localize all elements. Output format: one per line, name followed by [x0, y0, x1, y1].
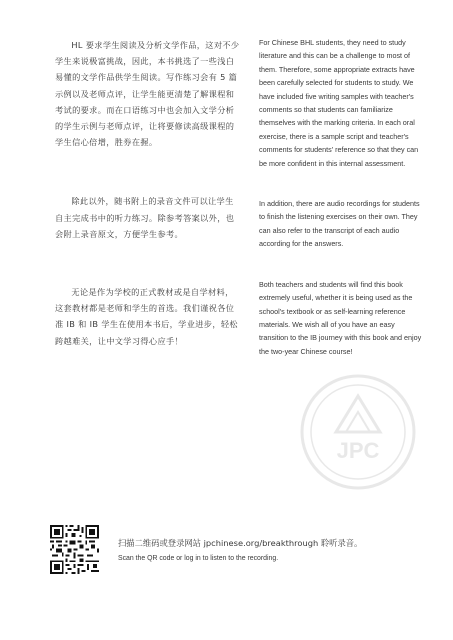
chinese-paragraph-2: 除此以外，随书附上的录音文件可以让学生自主完成书中的听力练习。除参考答案以外，也会附上录音原文，方便学生参考。: [55, 196, 235, 239]
english-paragraph-2: In addition, there are audio recordings for students to finish the listening exercises on their own. They can also refer to the transcript of each audio according for the answers.: [259, 199, 420, 249]
qr-instruction-chinese: 扫描二维码或登录网站 jpchinese.org/breakthrough 聆听录音。: [118, 538, 363, 548]
english-paragraph-3: Both teachers and students will find this book extremely useful, whether it is being used as the school's textbook or as self-learning reference materials. We wish all of you have an easy transition to the IB journey with this book and enjoy the two-year Chinese course!: [259, 279, 422, 356]
watermark-text: JPC: [336, 438, 380, 463]
qr-code-icon: [50, 525, 99, 574]
chinese-paragraph-1: HL 要求学生阅读及分析文学作品，这对不少学生来说极富挑战，因此，本书挑选了一些浅白易懂的文学作品供学生阅读。写作练习会有 5 篇示例以及老师点评，让学生能更清楚了解课程和考试的要求。而在口语练习中也会加入文学分析的学生示例与老师点评，让将要修读高级课程的学生信心倍增，胜券在握。: [55, 40, 240, 148]
qr-instruction-english: Scan the QR code or log in to listen to the recording.: [118, 555, 279, 562]
jpc-logo-watermark: [298, 372, 418, 492]
chinese-column: [55, 37, 241, 349]
english-column: [259, 36, 425, 358]
chinese-paragraph-3: 无论是作为学校的正式教材或是自学材料，这套教材都是老师和学生的首选。我们谨祝各位准 IB 和 IB 学生在使用本书后，学业进步，轻松跨越难关，让中文学习得心应手！: [55, 287, 238, 346]
english-paragraph-1: For Chinese BHL students, they need to study literature and this can be a challenge to most of them. Therefore, some appropriate extracts have been carefully selected for students to study. We have included five writing samples with teacher's comments so that students can familiarize themselves with the marking criteria. In each oral exercise, there is a sample script and teacher's comments for students' reference so that they can be more confident in this internal assessment.: [259, 38, 419, 168]
